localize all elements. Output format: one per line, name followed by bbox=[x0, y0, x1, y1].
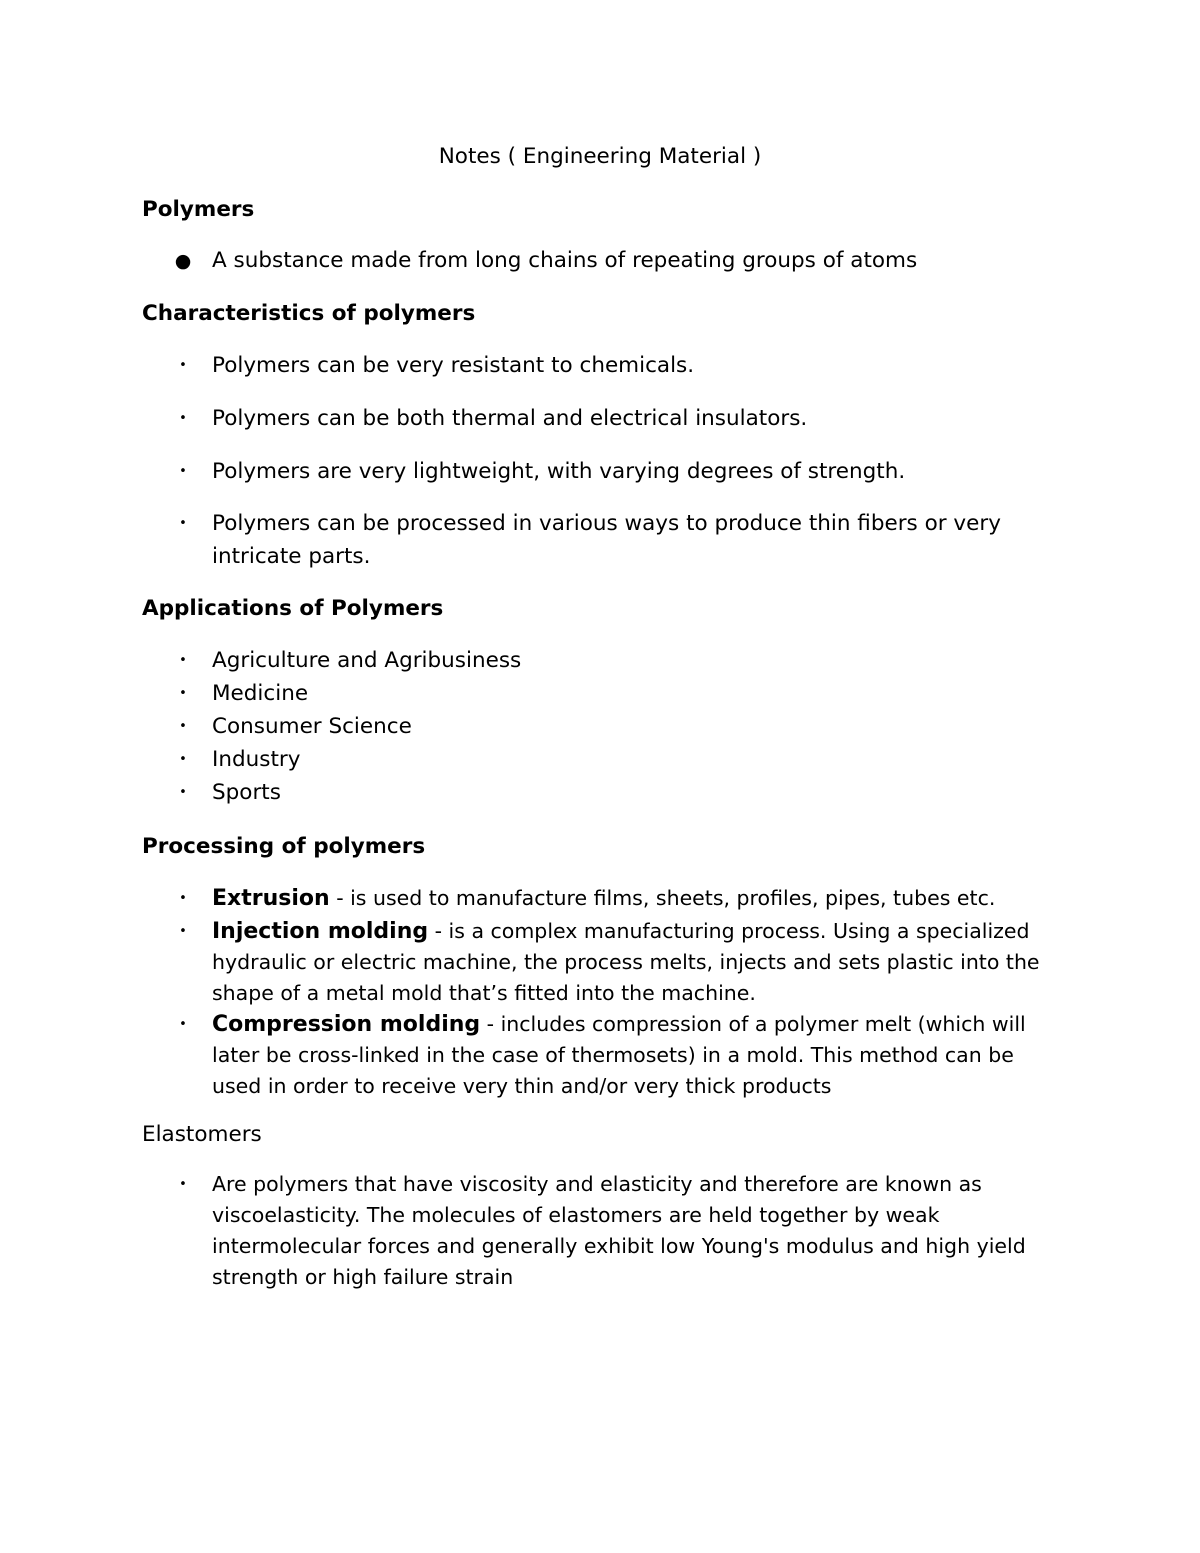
list-item: • Are polymers that have viscosity and elasticity and therefore are known as viscoelasticity. The molecules of elastomers are held together by weak intermolecular forces and generally exhibit low Young's modulus and high yield strength or high failure strain bbox=[212, 1169, 1042, 1293]
bullet-icon: • bbox=[179, 358, 187, 373]
bullet-icon: • bbox=[179, 653, 187, 668]
term-injection-molding: Injection molding bbox=[212, 919, 429, 944]
bullet-icon: • bbox=[179, 411, 187, 426]
bullet-icon: • bbox=[179, 686, 187, 701]
list-item: • Sports bbox=[212, 777, 1062, 810]
list-item: • Polymers can be processed in various ways to produce thin fibers or very intricate parts. bbox=[212, 508, 1032, 573]
bullet-icon: • bbox=[179, 752, 187, 767]
list-item: • Polymers can be very resistant to chemicals. bbox=[212, 350, 1062, 383]
bullet-icon: • bbox=[179, 719, 187, 734]
list-item: • Medicine bbox=[212, 678, 1062, 711]
bullet-icon: • bbox=[179, 1017, 187, 1032]
bullet-icon: • bbox=[179, 516, 187, 531]
term-compression-molding: Compression molding bbox=[212, 1012, 481, 1037]
term-extrusion: Extrusion bbox=[212, 886, 330, 911]
list-item: • Industry bbox=[212, 744, 1062, 777]
list-item: • Injection molding - is a complex manufacturing process. Using a specialized hydraulic or electric machine, the process melts, injects and sets plastic into the shape of a metal mold that’s fitted into the machine. bbox=[212, 916, 1052, 1009]
bullet-icon: • bbox=[179, 924, 187, 939]
bullet-icon: • bbox=[179, 785, 187, 800]
heading-characteristics: Characteristics of polymers bbox=[142, 301, 476, 326]
list-item: • Polymers are very lightweight, with varying degrees of strength. bbox=[212, 456, 1062, 489]
bullet-icon: • bbox=[179, 1177, 187, 1192]
list-item: • Polymers can be both thermal and electrical insulators. bbox=[212, 403, 1062, 436]
list-item: ● A substance made from long chains of repeating groups of atoms bbox=[212, 245, 1062, 278]
bullet-icon: ● bbox=[174, 250, 192, 272]
bullet-icon: • bbox=[179, 464, 187, 479]
heading-applications: Applications of Polymers bbox=[142, 596, 444, 621]
heading-processing: Processing of polymers bbox=[142, 834, 426, 859]
page-title: Notes ( Engineering Material ) bbox=[438, 144, 762, 169]
list-item: • Consumer Science bbox=[212, 711, 1062, 744]
heading-elastomers: Elastomers bbox=[142, 1122, 262, 1147]
list-item: • Compression molding - includes compression of a polymer melt (which will later be cross-linked in the case of thermosets) in a mold. This method can be used in order to receive very thin and/or very thick products bbox=[212, 1009, 1052, 1102]
bullet-icon: • bbox=[179, 891, 187, 906]
list-item: • Extrusion - is used to manufacture films, sheets, profiles, pipes, tubes etc. bbox=[212, 883, 1072, 914]
list-item: • Agriculture and Agribusiness bbox=[212, 645, 1062, 678]
heading-polymers: Polymers bbox=[142, 197, 255, 222]
